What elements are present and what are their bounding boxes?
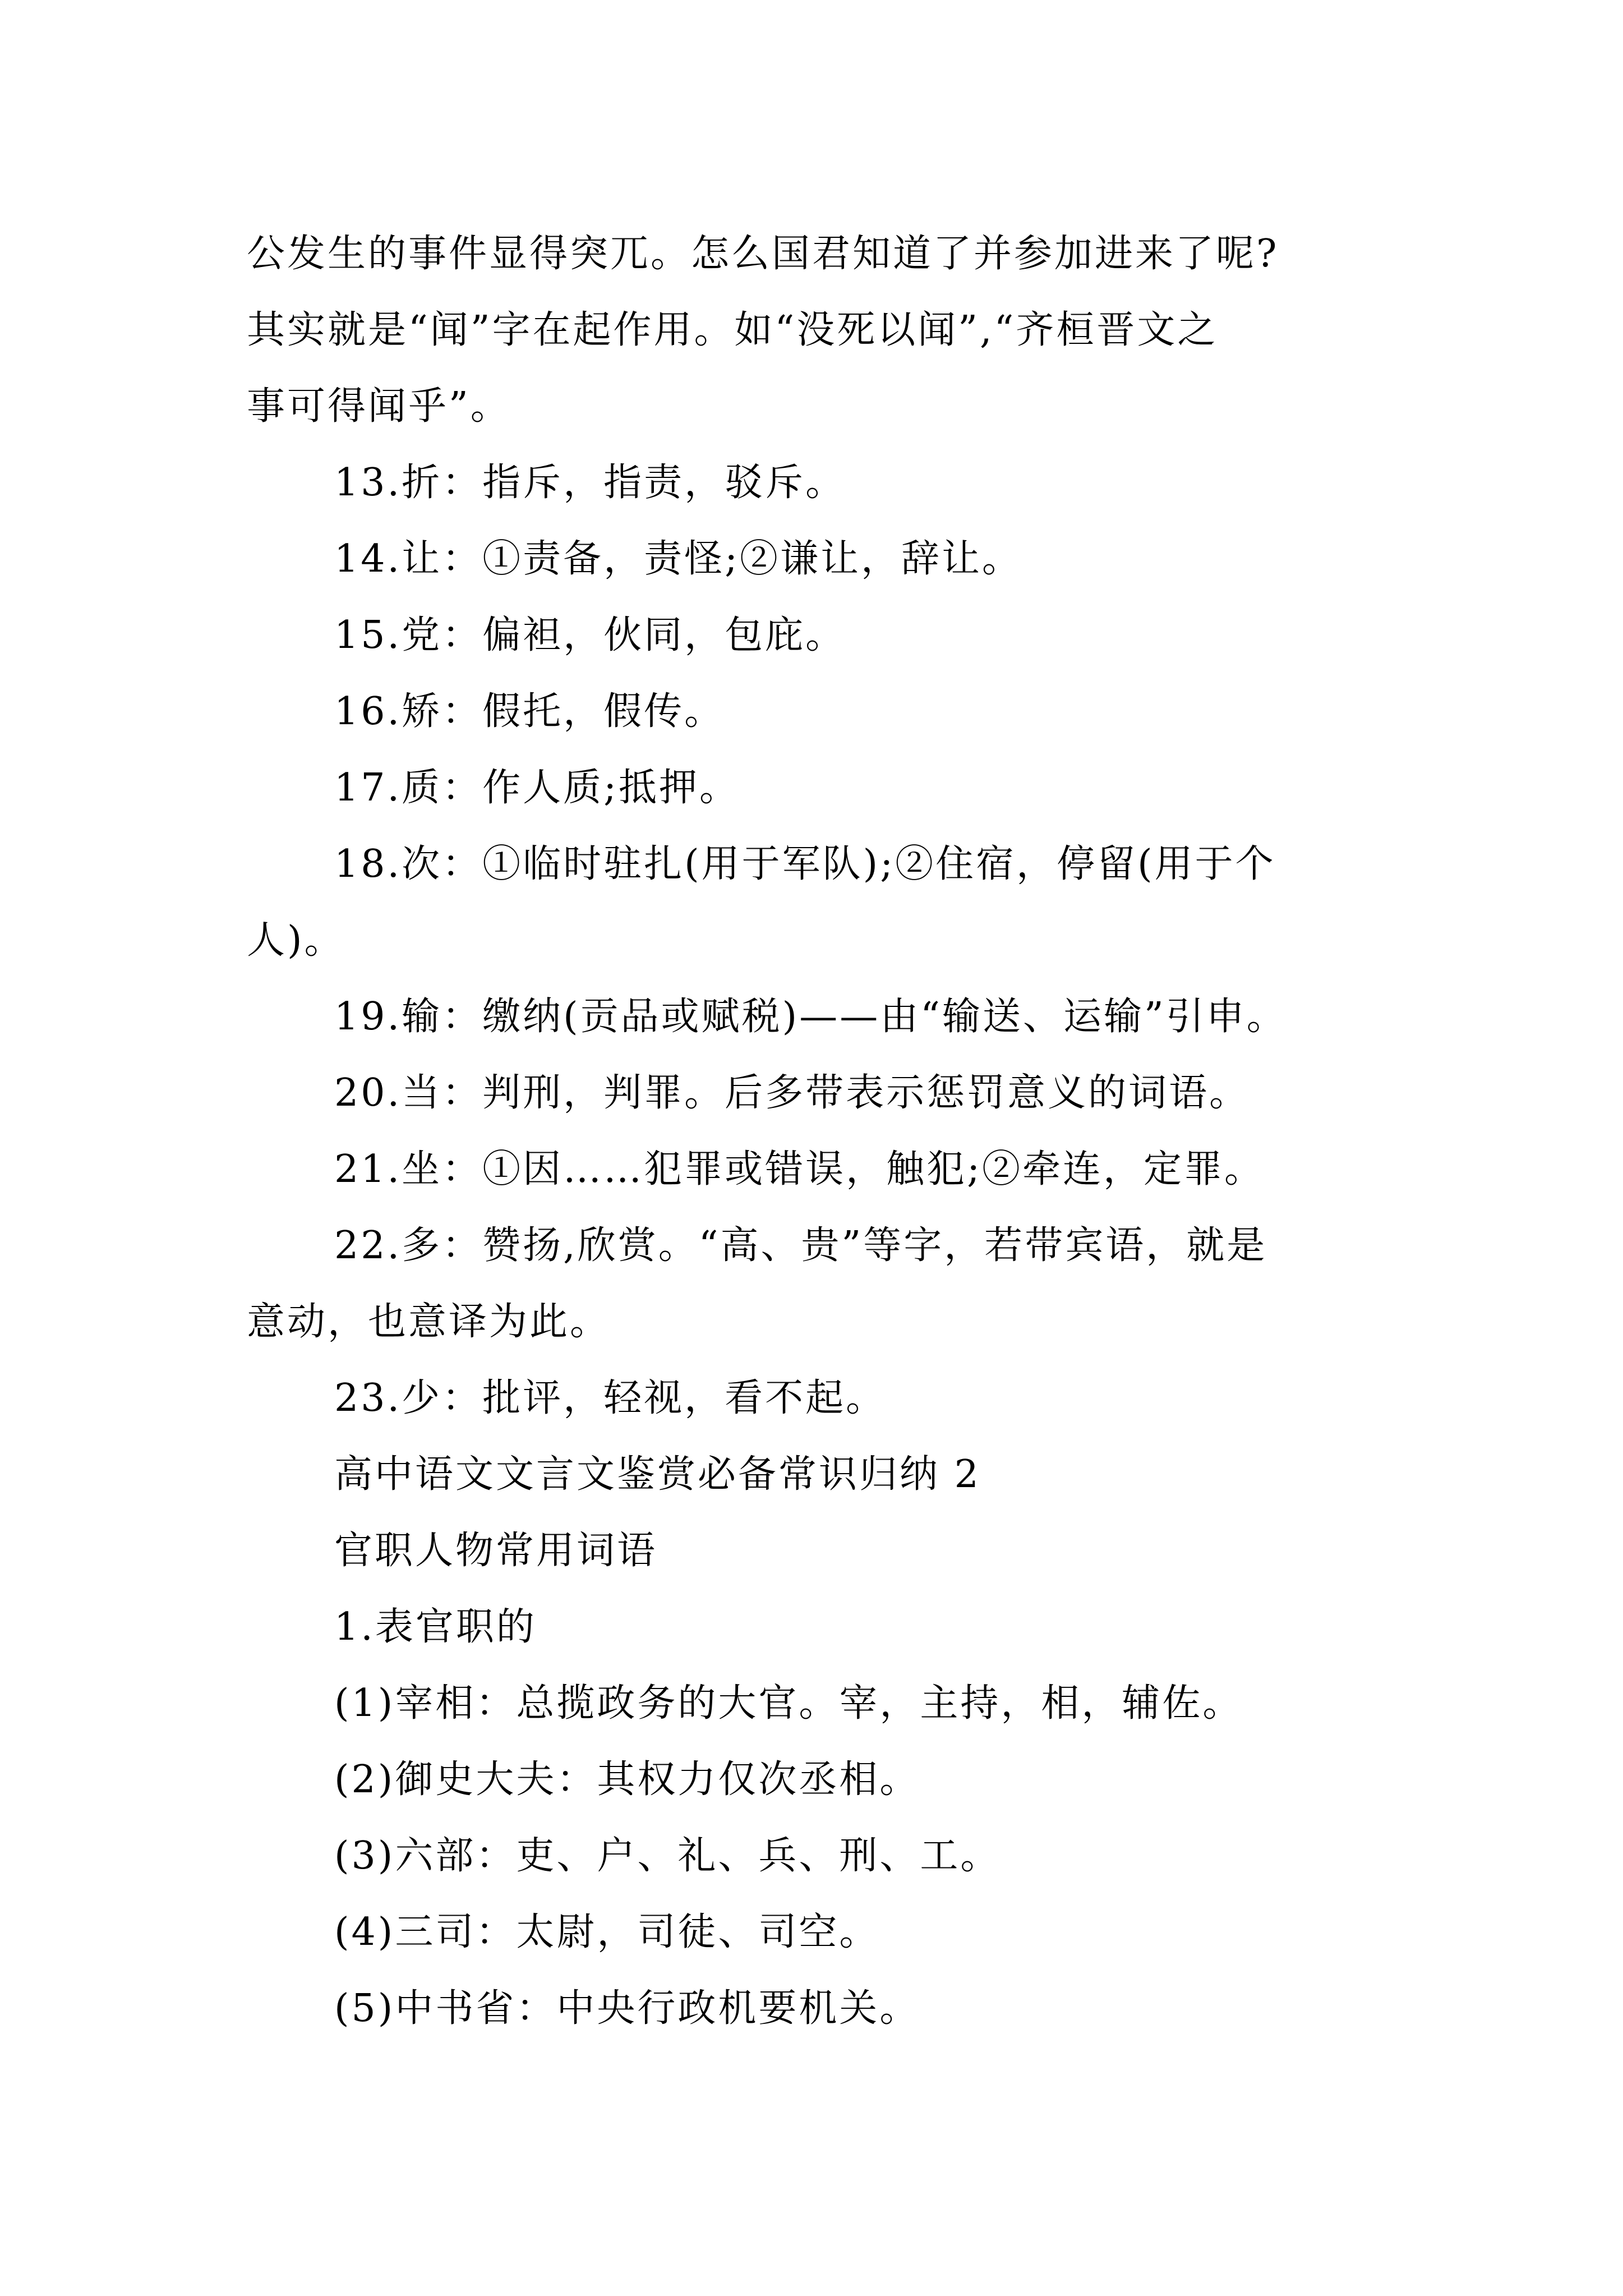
text-line: 15.党：偏袒，伙同，包庇。 [334,613,846,657]
text-line: 21.坐：①因……犯罪或错误，触犯;②牵连，定罪。 [334,1147,1265,1191]
text-line: 18.次：①临时驻扎(用于军队);②住宿，停留(用于个 [334,842,1276,886]
text-line: 公发生的事件显得突兀。怎么国君知道了并参加进来了呢? [247,232,1279,276]
text-line: 意动，也意译为此。 [247,1300,611,1344]
text-line: (2)御史大夫：其权力仅次丞相。 [334,1757,920,1802]
text-line: 22.多：赞扬,欣赏。“高、贵”等字，若带宾语，就是 [334,1223,1267,1268]
subsection-heading: 官职人物常用词语 [334,1529,658,1573]
text-line: 23.少：批评，轻视，看不起。 [334,1376,887,1420]
text-line: 人)。 [247,918,345,963]
text-line: 13.折：指斥，指责，驳斥。 [334,461,846,505]
section-heading: 高中语文文言文鉴赏必备常识归纳 2 [334,1452,981,1497]
document-body [247,216,1391,2047]
text-line: (4)三司：太尉，司徒、司空。 [334,1910,880,1954]
text-line: 其实就是“闻”字在起作用。如“没死以闻”,“齐桓晋文之 [247,308,1218,352]
text-line: (1)宰相：总揽政务的大官。宰，主持，相，辅佐。 [334,1681,1243,1726]
text-line: 14.让：①责备，责怪;②谦让，辞让。 [334,537,1023,581]
text-line: 20.当：判刑，判罪。后多带表示惩罚意义的词语。 [334,1071,1250,1115]
text-line: 事可得闻乎”。 [247,384,511,429]
text-line: (3)六部：吏、户、礼、兵、刑、工。 [334,1834,1001,1878]
text-line: 19.输：缴纳(贡品或赋税)——由“输送、运输”引申。 [334,995,1287,1039]
text-line: (5)中书省：中央行政机要机关。 [334,1986,920,2031]
text-line: 17.质：作人质;抵押。 [334,766,740,810]
text-line: 1.表官职的 [334,1605,537,1649]
text-line: 16.矫：假托，假传。 [334,689,725,734]
